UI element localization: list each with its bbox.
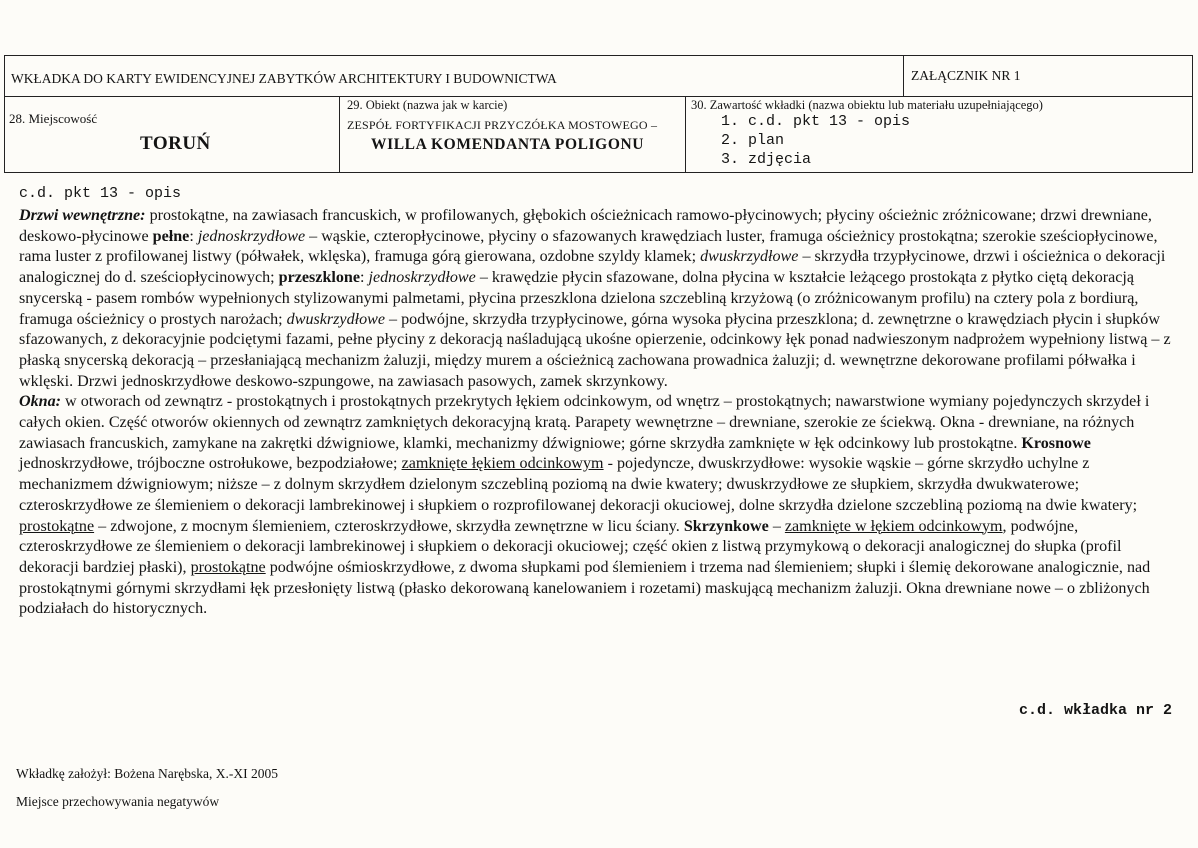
italic-term: dwuskrzydłowe: [700, 248, 799, 266]
italic-term: jednoskrzydłowe: [197, 227, 306, 245]
table-divider: [5, 96, 1192, 97]
doors-lead: Drzwi wewnętrzne:: [19, 207, 146, 224]
text-run: :: [360, 269, 369, 287]
negatives-storage: Miejsce przechowywania negatywów: [16, 794, 220, 809]
bold-term: Skrzynkowe: [683, 517, 769, 535]
locality-value: TORUŃ: [140, 133, 211, 154]
underlined-term: zamknięte łękiem odcinkowym: [401, 455, 604, 473]
italic-term: dwuskrzydłowe: [286, 310, 386, 328]
underlined-term: prostokątne: [19, 517, 95, 535]
header-table: [4, 55, 1193, 173]
contents-list: [721, 112, 910, 169]
text-run: –: [768, 517, 785, 535]
windows-paragraph: [19, 392, 1177, 620]
created-by: Wkładkę założył: Bożena Narębska, X.-XI 2005: [16, 766, 279, 781]
continuation-footer: c.d. wkładka nr 2: [1018, 702, 1172, 719]
text-run: w otworach od zewnątrz - prostokątnych i prostokątnych przekrytych łękiem odcinkowym, od wnętrz – prostokątnych; nawarstwione wymiany pojedynczych skrzydeł i całych okien. Część otworów okiennych od zewnątrz zamkniętych dekoracyjną kratą. Parapety wewnętrzne – drewniane, szerokie ze ściekwą. Okna - drewniane, na różnych zawiasach francuskich, zamykane na zakrętki dźwigniowe, klamki, mechanizmy dźwigniowe; górne skrzydła zamknięte w łęk odcinkowy lub prostokątne.: [19, 393, 1150, 452]
text-run: jednoskrzydłowe, trójboczne ostrołukowe, bezpodziałowe;: [19, 455, 402, 473]
table-divider: [685, 96, 686, 172]
text-run: – podwójne, skrzydła trzypłycinowe, górna wysoka płycina przeszklona; d. zewnętrzne o krawędziach płycin i słupków sfazowanych, z dekoracyjnie podciętymi fazami, pełne płyciny z dekoracją naśladującą ukośne opierzenie, odcinkowy łęk ponad nadwieszonym nadprożem wypełniony listwą – z płaską snycerską dekoracją – przesłaniającą mechanizm żaluzji, między murem a ościeżnicą zachowana prowadnica żaluzji; d. wewnętrzne dekorowane profilami półwałka i wklęski. Drzwi jednoskrzydłowe deskowo-szpungowe, na zawiasach pasowych, zamek skrzynkowy.: [19, 310, 1171, 390]
italic-term: jednoskrzydłowe: [368, 269, 476, 287]
attachment-number: ZAŁĄCZNIK NR 1: [911, 68, 1021, 83]
windows-lead: Okna:: [19, 393, 62, 411]
object-line-2: WILLA KOMENDANTA POLIGONU: [371, 136, 645, 153]
underlined-term: zamknięte w łękiem odcinkowym: [784, 517, 1003, 535]
bold-term: Krosnowe: [1021, 434, 1091, 452]
list-item: 1. c.d. pkt 13 - opis: [721, 113, 911, 130]
table-divider: [903, 56, 904, 96]
list-item: 2. plan: [721, 132, 785, 149]
text-run: , podwójne, czteroskrzydłowe ze ślemieniem o dekoracji lambrekinowej i słupkiem o dekoracji okuciowej; część okien z listwą przymykową o dekoracji analogicznej do słupka (profil dekoracji bardziej płaski),: [19, 517, 1122, 576]
text-run: – zdwojone, z mocnym ślemieniem, czteroskrzydłowe, skrzydła zewnętrzne w licu ściany.: [94, 517, 684, 535]
contents-label: 30. Zawartość wkładki (nazwa obiektu lub materiału uzupełniającego): [691, 98, 1043, 112]
text-run: :: [189, 227, 198, 245]
bold-term: przeszklone: [278, 269, 361, 287]
form-title: WKŁADKA DO KARTY EWIDENCYJNEJ ZABYTKÓW ARCHITEKTURY I BUDOWNICTWA: [11, 71, 557, 86]
text-run: – wąskie, czteropłycinowe, płyciny o sfazowanych krawędziach luster, framuga ościeżnicy prostokątna; szerokie sześciopłycinowe, rama luster z profilowanej listwy (półwałek, wklęska), framuga górą gierowana, ozdobne szyldy klamek;: [19, 227, 1158, 266]
locality-label: 28. Miejscowość: [9, 111, 98, 126]
text-run: – skrzydła trzypłycinowe, drzwi i ościeżnica o dekoracji analogicznej do d. sześciopłycinowych;: [19, 248, 1166, 287]
text-run: prostokątne, na zawiasach francuskich, w profilowanych, głębokich ościeżnicach ramowo-płycinowych; płyciny ościeżnic zróżnicowane; drzwi drewniane, deskowo-płycinowe: [19, 207, 1152, 245]
bold-term: pełne: [152, 227, 190, 245]
object-line-1: ZESPÓŁ FORTYFIKACJI PRZYCZÓŁKA MOSTOWEGO –: [347, 118, 658, 132]
text-run: – krawędzie płycin sfazowane, dolna płycina w kształcie leżącego prostokąta z płytko ciętą dekoracją snycerską - pasem rombów wypełnionych stylizowanymi palmetami, płycina przeszklona dzielona szczebliną krzyżową (o zróżnicowanym profilu) na cztery pola z bordiurą, framuga ościeżnicy o prostych narożach;: [19, 269, 1139, 328]
text-run: podwójne ośmioskrzydłowe, z dwoma słupkami pod ślemieniem i trzema nad ślemieniem; słupki i ślemię dekorowane analogicznie, nad prostokątnymi górnymi skrzydłami łęk przesłonięty listwą (płasko dekorowaną kanelowaniem i rozetami) maskującą mechanizm żaluzji. Okna drewniane nowe – o zbliżonych podziałach do historycznych.: [19, 558, 1151, 618]
table-divider: [339, 96, 340, 172]
list-item: 3. zdjęcia: [721, 151, 812, 168]
doors-paragraph: [19, 206, 1177, 392]
text-run: - pojedyncze, dwuskrzydłowe: wysokie wąskie – górne skrzydło uchylne z mechanizmem dźwigniowym; niższe – z dolnym skrzydłem dzielonym szczebliną poziomą na dwie kwatery; dwuskrzydłowe ze słupkiem, skrzydła dwukwaterowe; czteroskrzydłowe ze ślemieniem o dekoracji lambrekinowej i słupkiem o rozprofilowanej dekoracji okuciowej, dolne skrzydła dzielone szczebliną poziomą na dwie kwatery;: [19, 455, 1138, 514]
continuation-heading: c.d. pkt 13 - opis: [19, 185, 182, 202]
object-label: 29. Obiekt (nazwa jak w karcie): [347, 98, 508, 112]
underlined-term: prostokątne: [190, 558, 266, 576]
description-body: [19, 206, 1177, 620]
